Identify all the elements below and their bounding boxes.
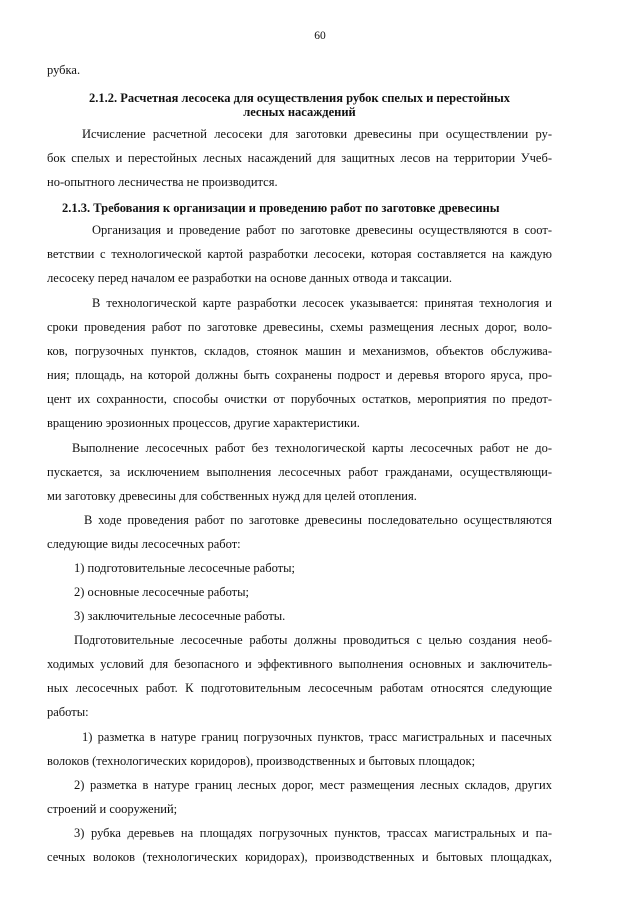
top-line: рубка. bbox=[47, 63, 81, 77]
text-line: ных лесосечных работ. К подготовительным лесосечным работам относятся следующие bbox=[47, 681, 552, 695]
text-line: 1) разметка в натуре границ погрузочных пунктов, трасс магистральных и пасечных bbox=[82, 730, 552, 744]
text-line: вращению эрозионных процессов, другие характеристики. bbox=[47, 416, 360, 430]
text-line: ходимых условий для безопасного и эффективного выполнения основных и заключитель- bbox=[47, 657, 552, 671]
list-item: 1) подготовительные лесосечные работы; bbox=[74, 561, 295, 575]
heading-212-line1: 2.1.2. Расчетная лесосека для осуществления рубок спелых и перестойных bbox=[88, 91, 511, 105]
heading-213: 2.1.3. Требования к организации и проведению работ по заготовке древесины bbox=[62, 201, 500, 215]
text-line: строений и сооружений; bbox=[47, 802, 178, 816]
text-line: бок спелых и перестойных лесных насаждений для защитных лесов на территории Учеб- bbox=[47, 151, 552, 165]
text-line: следующие виды лесосечных работ: bbox=[47, 537, 241, 551]
text-line: Подготовительные лесосечные работы должны проводиться с целью создания необ- bbox=[74, 633, 552, 647]
text-line: Выполнение лесосечных работ без технологической карты лесосечных работ не до- bbox=[72, 441, 552, 455]
text-line: 3) рубка деревьев на площадях погрузочных пунктов, трассах магистральных и па- bbox=[74, 826, 552, 840]
text-line: ми заготовку древесины для собственных нужд для целей отопления. bbox=[47, 489, 417, 503]
list-item: 3) заключительные лесосечные работы. bbox=[74, 609, 286, 623]
text-line: В ходе проведения работ по заготовке древесины последовательно осуществляются bbox=[84, 513, 552, 527]
list-item: 2) основные лесосечные работы; bbox=[74, 585, 250, 599]
text-line: пускается, за исключением выполнения лесосечных работ гражданами, осуществляющи- bbox=[47, 465, 552, 479]
text-line: В технологической карте разработки лесосек указывается: принятая технология и bbox=[92, 296, 552, 310]
text-line: цент их сохранности, способы очистки от порубочных остатков, мероприятия по предот- bbox=[47, 392, 552, 406]
text-line: волоков (технологических коридоров), производственных и бытовых площадок; bbox=[47, 754, 476, 768]
text-line: ветствии с технологической картой разработки лесосеки, которая составляется на каждую bbox=[47, 247, 552, 261]
text-line: ков, погрузочных пунктов, складов, стоянок машин и механизмов, объектов обслужива- bbox=[47, 344, 552, 358]
text-line: Исчисление расчетной лесосеки для заготовки древесины при осуществлении ру- bbox=[82, 127, 552, 141]
text-line: лесосеку перед началом ее разработки на основе данных отвода и таксации. bbox=[47, 271, 453, 285]
page-number: 60 bbox=[314, 30, 326, 42]
heading-212-line2: лесных насаждений bbox=[243, 105, 356, 119]
text-line: но-опытного лесничества не производится. bbox=[47, 175, 278, 189]
text-line: 2) разметка в натуре границ лесных дорог, мест размещения лесных складов, других bbox=[74, 778, 552, 792]
text-line: Организация и проведение работ по заготовке древесины осуществляются в соот- bbox=[92, 223, 552, 237]
text-line: сроки проведения работ по заготовке древесины, схемы размещения лесных дорог, воло- bbox=[47, 320, 552, 334]
text-line: работы: bbox=[47, 705, 89, 719]
text-line: ния; площадь, на которой должны быть сохранены подрост и деревья второго яруса, про- bbox=[47, 368, 552, 382]
text-line: сечных волоков (технологических коридорах), производственных и бытовых площадках, bbox=[47, 850, 552, 864]
